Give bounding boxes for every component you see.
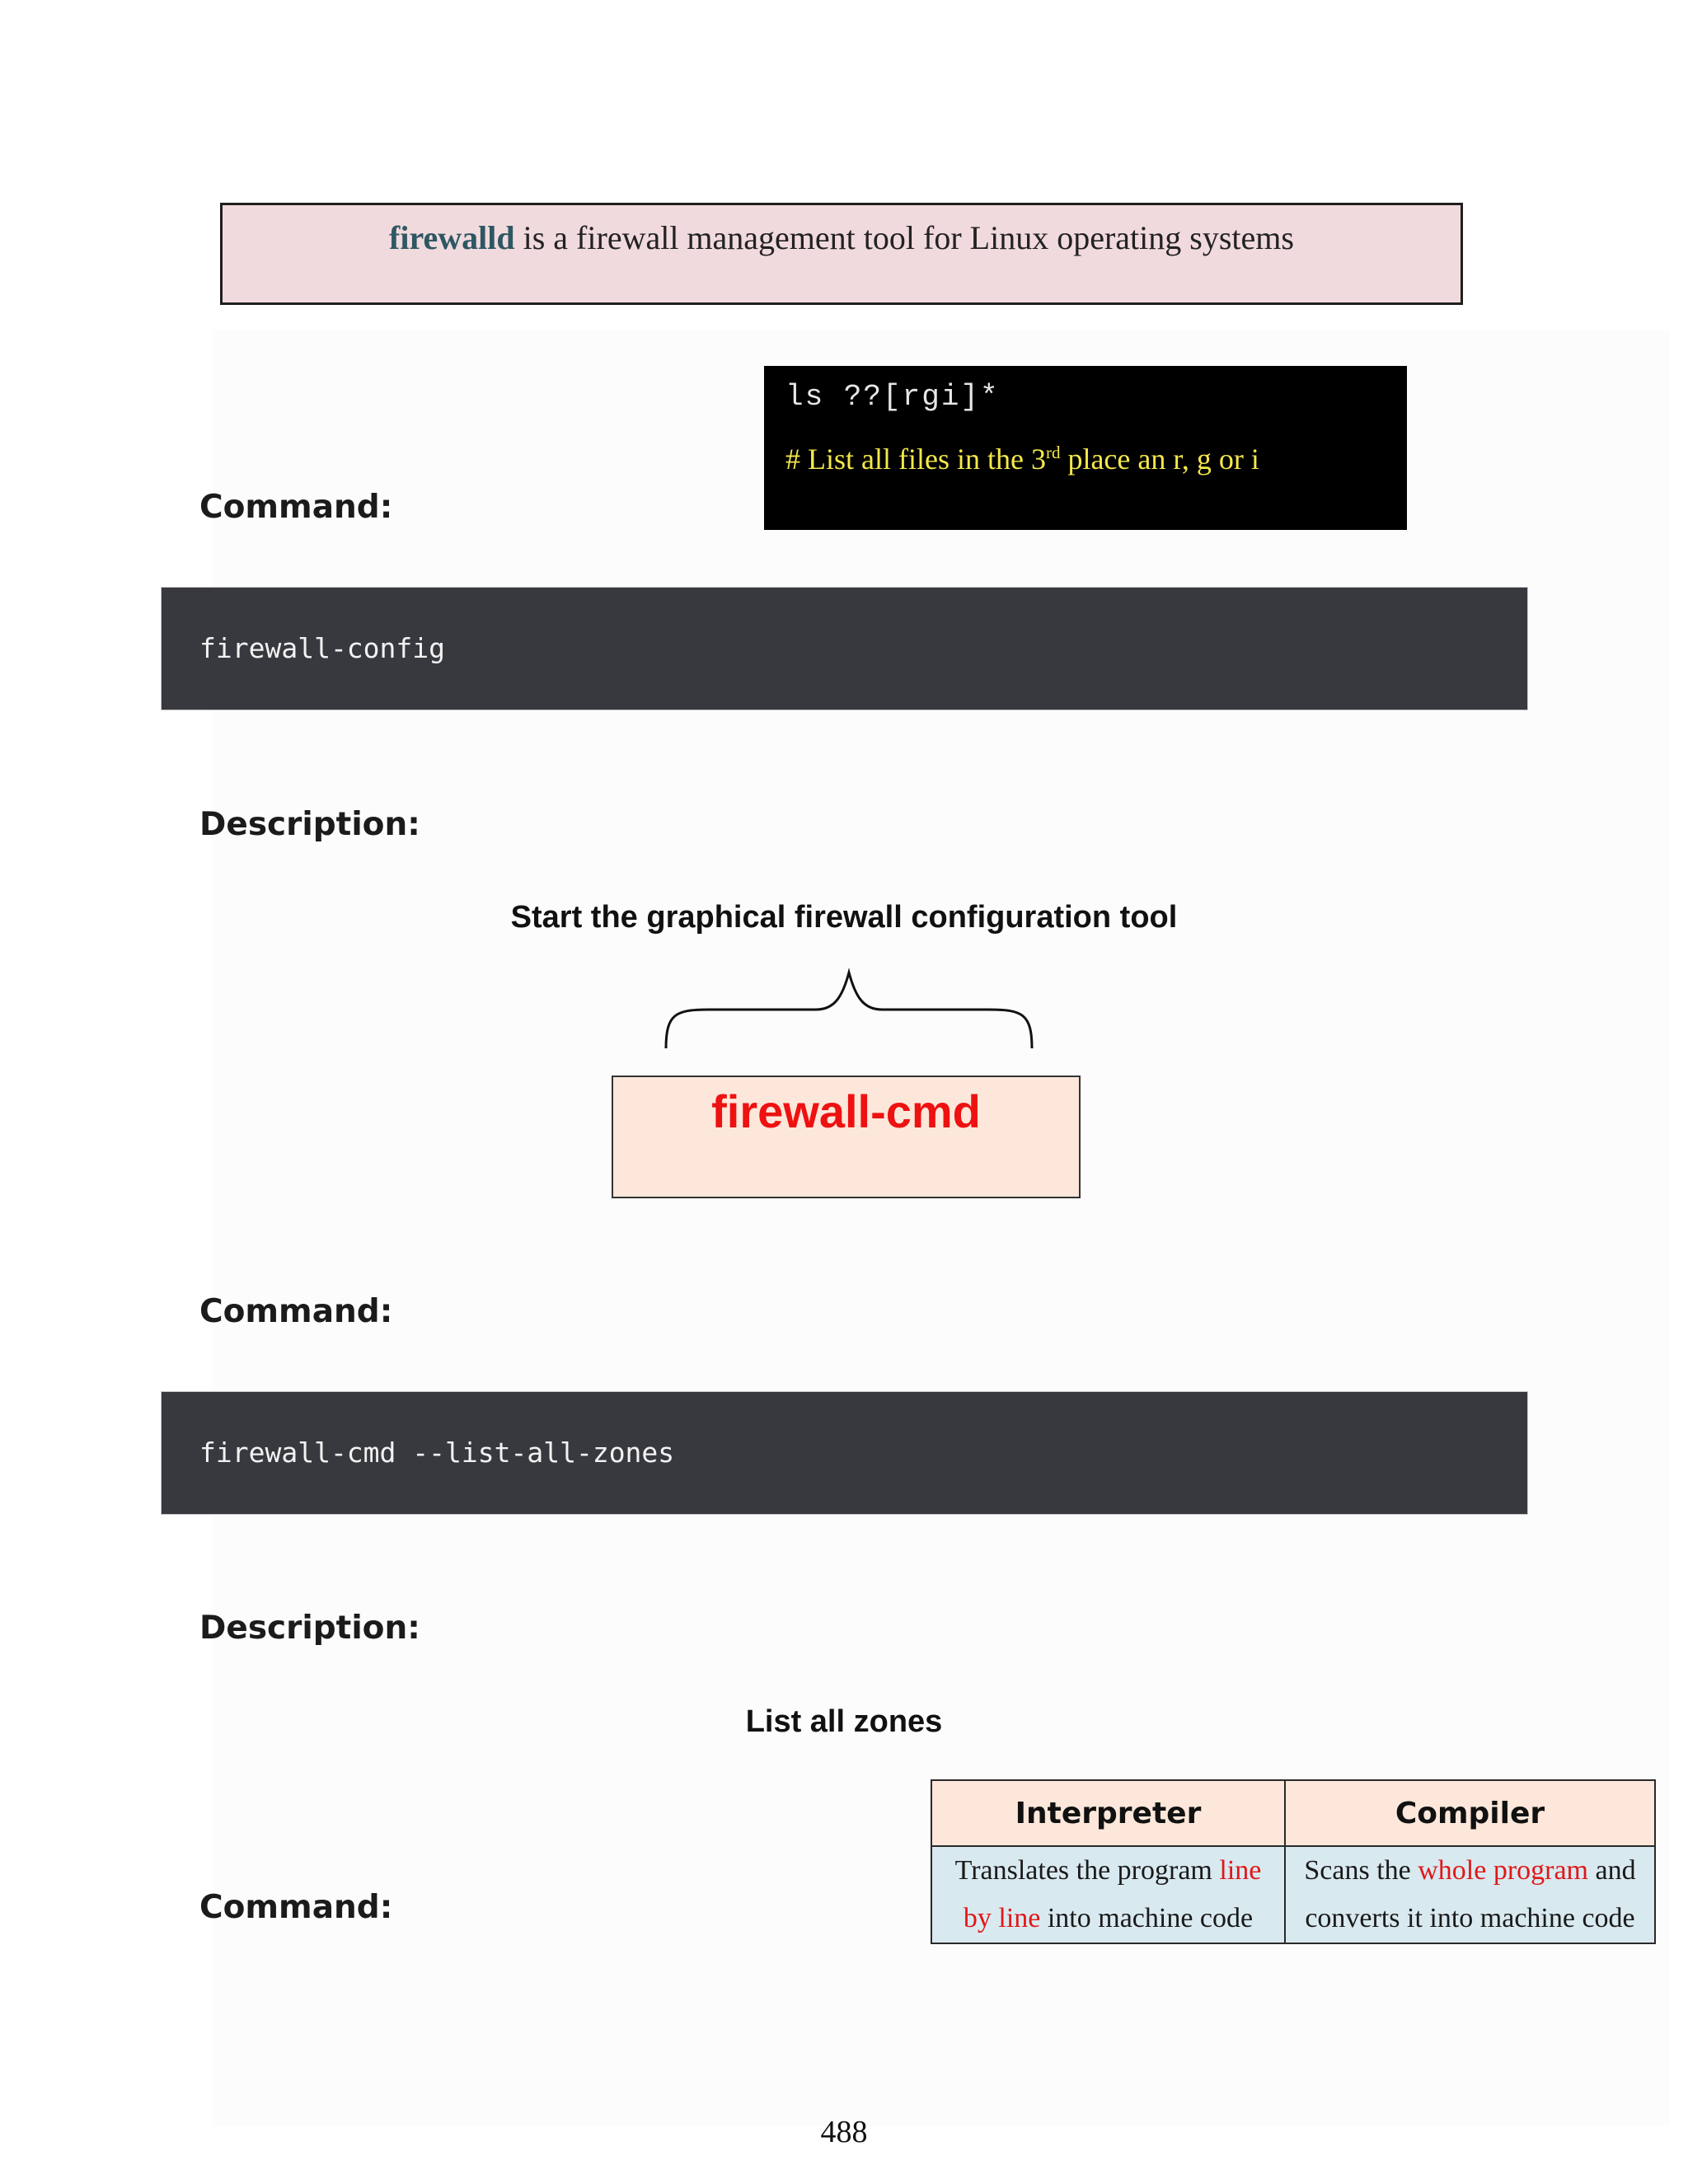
firewalld-definition-callout xyxy=(220,203,1463,305)
code-block-2: firewall-cmd --list-all-zones xyxy=(161,1391,1528,1515)
table-header-row xyxy=(931,1780,1655,1846)
interpreter-cell xyxy=(931,1846,1285,1943)
terminal-comment-sup: rd xyxy=(1045,443,1061,462)
cell-text: Scans the xyxy=(1304,1855,1418,1886)
description-label-1: Description: xyxy=(199,806,420,843)
header-compiler: Compiler xyxy=(1285,1780,1655,1846)
code-block-1: firewall-config xyxy=(161,587,1528,710)
cell-text: into machine code xyxy=(1040,1903,1254,1933)
cell-text: and converts it into machine code xyxy=(1305,1855,1636,1933)
description-text-2: List all zones xyxy=(745,1704,943,1739)
callout-keyword: firewalld xyxy=(389,219,515,256)
command-label-3: Command: xyxy=(199,1889,393,1926)
description-text-1: Start the graphical firewall configuration tool xyxy=(510,900,1178,935)
command-label-2: Command: xyxy=(199,1293,393,1330)
cell-highlight: whole program xyxy=(1418,1855,1589,1886)
cell-text: Translates the program xyxy=(954,1855,1220,1886)
page-number: 488 xyxy=(820,2115,868,2149)
terminal-comment-suffix: place an r, g or i xyxy=(1060,443,1259,476)
compiler-cell xyxy=(1285,1846,1655,1943)
table-row xyxy=(931,1846,1655,1943)
terminal-command: ls ??[rgi]* xyxy=(785,380,1000,414)
interpreter-compiler-table xyxy=(931,1779,1656,1944)
callout-text: is a firewall management tool for Linux operating systems xyxy=(514,219,1294,256)
description-label-2: Description: xyxy=(199,1610,420,1647)
curly-brace-icon xyxy=(659,964,1039,1055)
command-label-1: Command: xyxy=(199,489,393,526)
terminal-comment xyxy=(785,442,1386,476)
cell-highlight: line by line xyxy=(963,1855,1262,1933)
terminal-comment-prefix: # List all files in the 3 xyxy=(785,443,1046,476)
header-interpreter: Interpreter xyxy=(931,1780,1285,1846)
terminal-note xyxy=(764,366,1407,530)
firewall-cmd-box: firewall-cmd xyxy=(612,1076,1081,1198)
